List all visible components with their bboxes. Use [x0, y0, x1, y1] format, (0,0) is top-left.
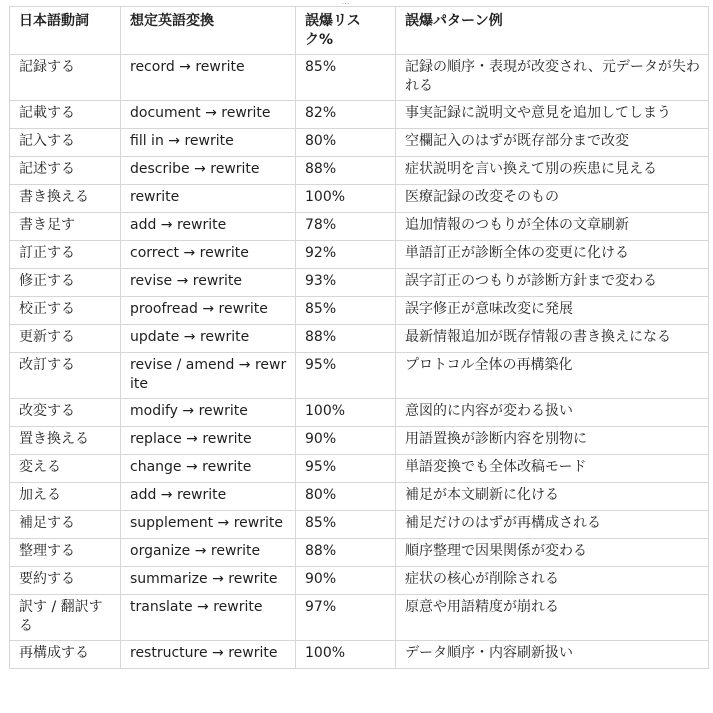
- cell-example: 用語置換が診断内容を別物に: [396, 427, 709, 455]
- cell-risk: 92%: [296, 241, 396, 269]
- table-row: [10, 483, 709, 511]
- cell-verb: 再構成する: [10, 641, 121, 669]
- cell-example: 単語変換でも全体改稿モード: [396, 455, 709, 483]
- table-row: [10, 269, 709, 297]
- cell-risk: 85%: [296, 297, 396, 325]
- cell-english: restructure → rewrite: [121, 641, 296, 669]
- cell-risk: 90%: [296, 427, 396, 455]
- cell-english: replace → rewrite: [121, 427, 296, 455]
- cell-risk: 88%: [296, 325, 396, 353]
- table-row: [10, 399, 709, 427]
- cell-english: correct → rewrite: [121, 241, 296, 269]
- cell-verb: 変える: [10, 455, 121, 483]
- cell-example: 誤字訂正のつもりが診断方針まで変わる: [396, 269, 709, 297]
- cell-example: プロトコル全体の再構築化: [396, 353, 709, 399]
- cell-verb: 書き換える: [10, 185, 121, 213]
- cell-english: rewrite: [121, 185, 296, 213]
- table-row: [10, 641, 709, 669]
- header-risk: 誤爆リスク%: [296, 7, 396, 55]
- cell-example: 医療記録の改変そのもの: [396, 185, 709, 213]
- table-row: [10, 455, 709, 483]
- table-row: [10, 325, 709, 353]
- cell-english: supplement → rewrite: [121, 511, 296, 539]
- cell-english: add → rewrite: [121, 213, 296, 241]
- header-verb: 日本語動詞: [10, 7, 121, 55]
- cell-example: 事実記録に説明文や意見を追加してしまう: [396, 101, 709, 129]
- header-english: 想定英語変換: [121, 7, 296, 55]
- cell-risk: 90%: [296, 567, 396, 595]
- cell-english: document → rewrite: [121, 101, 296, 129]
- cell-risk: 95%: [296, 455, 396, 483]
- cell-risk: 100%: [296, 399, 396, 427]
- cell-english: change → rewrite: [121, 455, 296, 483]
- cell-risk: 100%: [296, 185, 396, 213]
- table-header-row: [10, 7, 709, 55]
- table-row: [10, 241, 709, 269]
- cell-english: revise → rewrite: [121, 269, 296, 297]
- cell-risk: 80%: [296, 129, 396, 157]
- cell-verb: 修正する: [10, 269, 121, 297]
- table-row: [10, 213, 709, 241]
- cell-risk: 85%: [296, 511, 396, 539]
- table-row: [10, 185, 709, 213]
- cell-verb: 記載する: [10, 101, 121, 129]
- cell-risk: 80%: [296, 483, 396, 511]
- cell-risk: 93%: [296, 269, 396, 297]
- cell-example: 原意や用語精度が崩れる: [396, 595, 709, 641]
- cell-english: add → rewrite: [121, 483, 296, 511]
- cell-example: 症状の核心が削除される: [396, 567, 709, 595]
- cell-english: organize → rewrite: [121, 539, 296, 567]
- cell-verb: 訳す / 翻訳する: [10, 595, 121, 641]
- cell-example: 記録の順序・表現が改変され、元データが失われる: [396, 55, 709, 101]
- cell-risk: 82%: [296, 101, 396, 129]
- cell-verb: 改訂する: [10, 353, 121, 399]
- cell-english: update → rewrite: [121, 325, 296, 353]
- cell-verb: 整理する: [10, 539, 121, 567]
- cell-example: 順序整理で因果関係が変わる: [396, 539, 709, 567]
- cell-verb: 補足する: [10, 511, 121, 539]
- cell-example: 補足だけのはずが再構成される: [396, 511, 709, 539]
- cell-example: 誤字修正が意味改変に発展: [396, 297, 709, 325]
- drag-handle-icon[interactable]: …: [341, 0, 351, 6]
- table-row: [10, 427, 709, 455]
- cell-english: modify → rewrite: [121, 399, 296, 427]
- risk-table: [9, 6, 709, 669]
- cell-english: proofread → rewrite: [121, 297, 296, 325]
- cell-english: summarize → rewrite: [121, 567, 296, 595]
- cell-verb: 書き足す: [10, 213, 121, 241]
- cell-example: 最新情報追加が既存情報の書き換えになる: [396, 325, 709, 353]
- cell-example: 単語訂正が診断全体の変更に化ける: [396, 241, 709, 269]
- table-row: [10, 567, 709, 595]
- cell-verb: 更新する: [10, 325, 121, 353]
- cell-risk: 78%: [296, 213, 396, 241]
- cell-risk: 88%: [296, 539, 396, 567]
- cell-verb: 訂正する: [10, 241, 121, 269]
- cell-example: 空欄記入のはずが既存部分まで改変: [396, 129, 709, 157]
- cell-verb: 記入する: [10, 129, 121, 157]
- cell-example: 追加情報のつもりが全体の文章刷新: [396, 213, 709, 241]
- cell-english: describe → rewrite: [121, 157, 296, 185]
- cell-verb: 記録する: [10, 55, 121, 101]
- table-row: [10, 55, 709, 101]
- cell-english: record → rewrite: [121, 55, 296, 101]
- table-row: [10, 157, 709, 185]
- cell-example: 補足が本文刷新に化ける: [396, 483, 709, 511]
- table-row: [10, 353, 709, 399]
- cell-example: データ順序・内容刷新扱い: [396, 641, 709, 669]
- cell-verb: 加える: [10, 483, 121, 511]
- cell-verb: 改変する: [10, 399, 121, 427]
- cell-risk: 95%: [296, 353, 396, 399]
- cell-risk: 85%: [296, 55, 396, 101]
- table-row: [10, 511, 709, 539]
- cell-verb: 校正する: [10, 297, 121, 325]
- table-row: [10, 595, 709, 641]
- table-row: [10, 297, 709, 325]
- cell-english: fill in → rewrite: [121, 129, 296, 157]
- cell-risk: 100%: [296, 641, 396, 669]
- cell-english: translate → rewrite: [121, 595, 296, 641]
- cell-example: 意図的に内容が変わる扱い: [396, 399, 709, 427]
- cell-risk: 97%: [296, 595, 396, 641]
- header-example: 誤爆パターン例: [396, 7, 709, 55]
- cell-verb: 記述する: [10, 157, 121, 185]
- table-row: [10, 539, 709, 567]
- cell-risk: 88%: [296, 157, 396, 185]
- cell-english: revise / amend → rewrite: [121, 353, 296, 399]
- table-row: [10, 129, 709, 157]
- table-row: [10, 101, 709, 129]
- cell-verb: 要約する: [10, 567, 121, 595]
- cell-verb: 置き換える: [10, 427, 121, 455]
- cell-example: 症状説明を言い換えて別の疾患に見える: [396, 157, 709, 185]
